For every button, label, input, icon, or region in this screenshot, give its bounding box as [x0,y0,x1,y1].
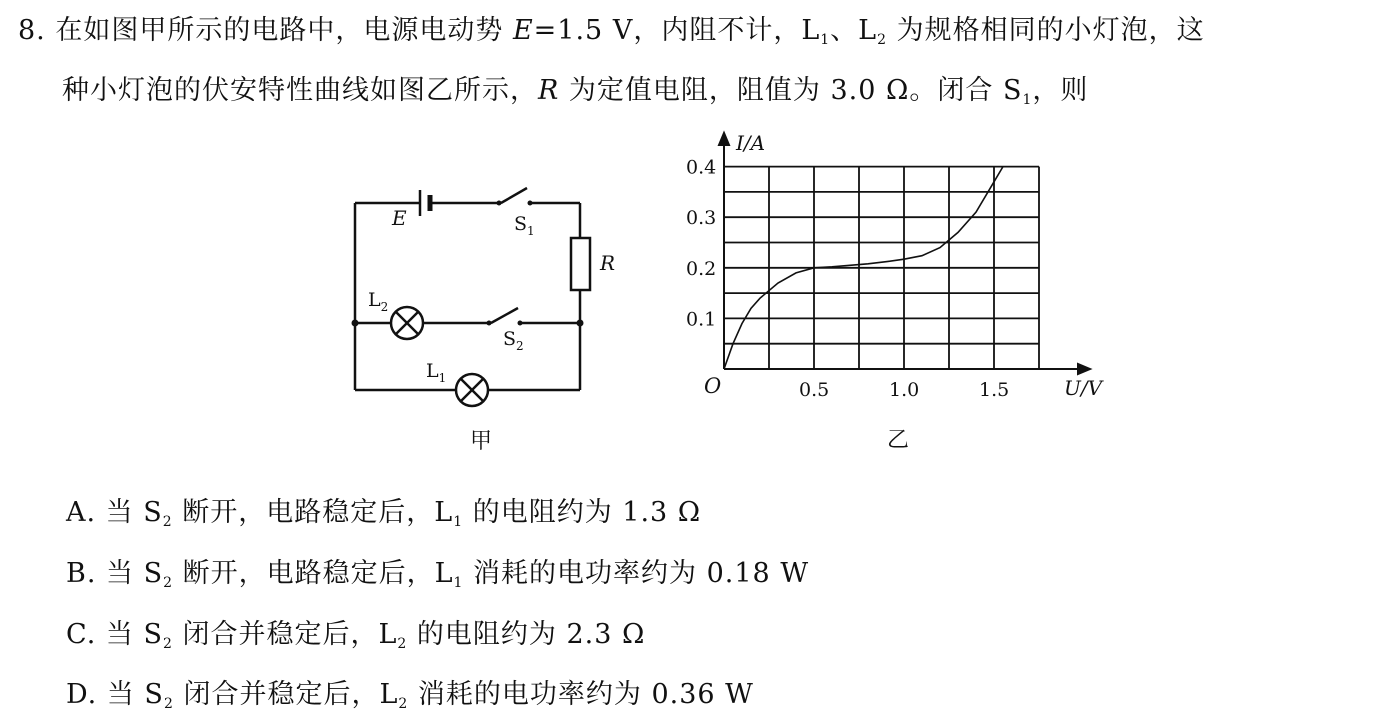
stem-text: 在如图甲所示的电路中，电源电动势 [55,15,513,46]
subscript: 1 [1022,92,1033,108]
option-text: 消耗的电功率约为 0.36 W [408,679,754,710]
subscript: 1 [820,32,831,48]
y-tick-label: 0.2 [686,257,717,280]
option-text: 断开，电路稳定后，L [173,558,454,589]
emf-symbol: E [512,15,534,46]
y-tick-label: 0.1 [686,308,717,331]
y-axis-arrow [719,133,729,145]
x-tick-label: 1.5 [979,379,1010,401]
junction-dot [577,320,584,327]
label-l2: $L_2$ [368,289,389,314]
circuit-diagram [355,188,590,406]
stem-text: =1.5 V，内阻不计，L [533,15,821,46]
label-e: E [392,206,407,230]
x-tick-labels [799,379,1009,401]
stem-text: 为定值电阻，阻值为 3.0 Ω。闭合 S [559,75,1023,106]
y-tick-labels [686,157,716,331]
stem-text: 种小灯泡的伏安特性曲线如图乙所示， [62,75,538,106]
option-text: D. 当 S [66,679,164,710]
option-c[interactable] [66,612,645,652]
x-axis-arrow [1078,364,1090,374]
stem-text: ，则 [1032,75,1089,106]
y-tick-label: 0.4 [686,156,717,179]
junction-dot [352,320,359,327]
subscript: 1 [453,575,464,591]
subscript: 2 [162,636,173,652]
iv-curve-chart [686,131,1105,453]
chart-grid [724,167,1039,369]
option-text: C. 当 S [66,619,163,650]
option-text: 闭合并稳定后，L [173,679,399,710]
caption-yi: 乙 [887,428,910,453]
switch-contact [497,201,502,206]
subscript: 2 [398,696,409,712]
switch-contact [528,201,533,206]
stem-text: 、L [830,15,878,46]
option-text: 的电阻约为 1.3 Ω [463,497,702,528]
label-r: R [600,251,616,275]
circuit-labels [368,206,615,454]
subscript: 1 [453,514,464,530]
x-tick-label: 0.5 [799,379,830,401]
stem-text: 为规格相同的小灯泡，这 [887,15,1205,46]
switch-contact [518,321,523,326]
option-a[interactable] [66,490,701,530]
option-text: 闭合并稳定后，L [172,619,398,650]
resistor-r [571,238,590,290]
option-b[interactable] [66,551,809,591]
switch-s1-blade [501,188,527,203]
resistor-symbol: R [538,75,560,106]
subscript: 2 [163,575,174,591]
option-text: 消耗的电功率约为 0.18 W [463,558,810,589]
y-tick-label: 0.3 [686,207,717,230]
label-s2: $S_2$ [503,328,524,353]
x-axis-label: U/V [1064,376,1103,400]
question-number: 8. [18,15,46,46]
x-tick-label: 1.0 [889,379,920,401]
option-text: B. 当 S [66,558,164,589]
origin-label: O [704,374,722,398]
option-text: A. 当 S [66,497,163,528]
caption-jia: 甲 [470,429,493,454]
option-text: 断开，电路稳定后，L [172,497,454,528]
switch-s2-blade [491,308,518,323]
y-axis-label: I/A [736,131,766,155]
switch-contact [487,321,492,326]
subscript: 2 [163,696,174,712]
option-text: 的电阻约为 2.3 Ω [407,619,646,650]
label-s1: $S_1$ [514,213,535,238]
subscript: 2 [877,32,888,48]
subscript: 2 [397,636,408,652]
subscript: 2 [162,514,173,530]
option-d[interactable] [66,672,754,712]
label-l1: $L_1$ [426,360,447,385]
